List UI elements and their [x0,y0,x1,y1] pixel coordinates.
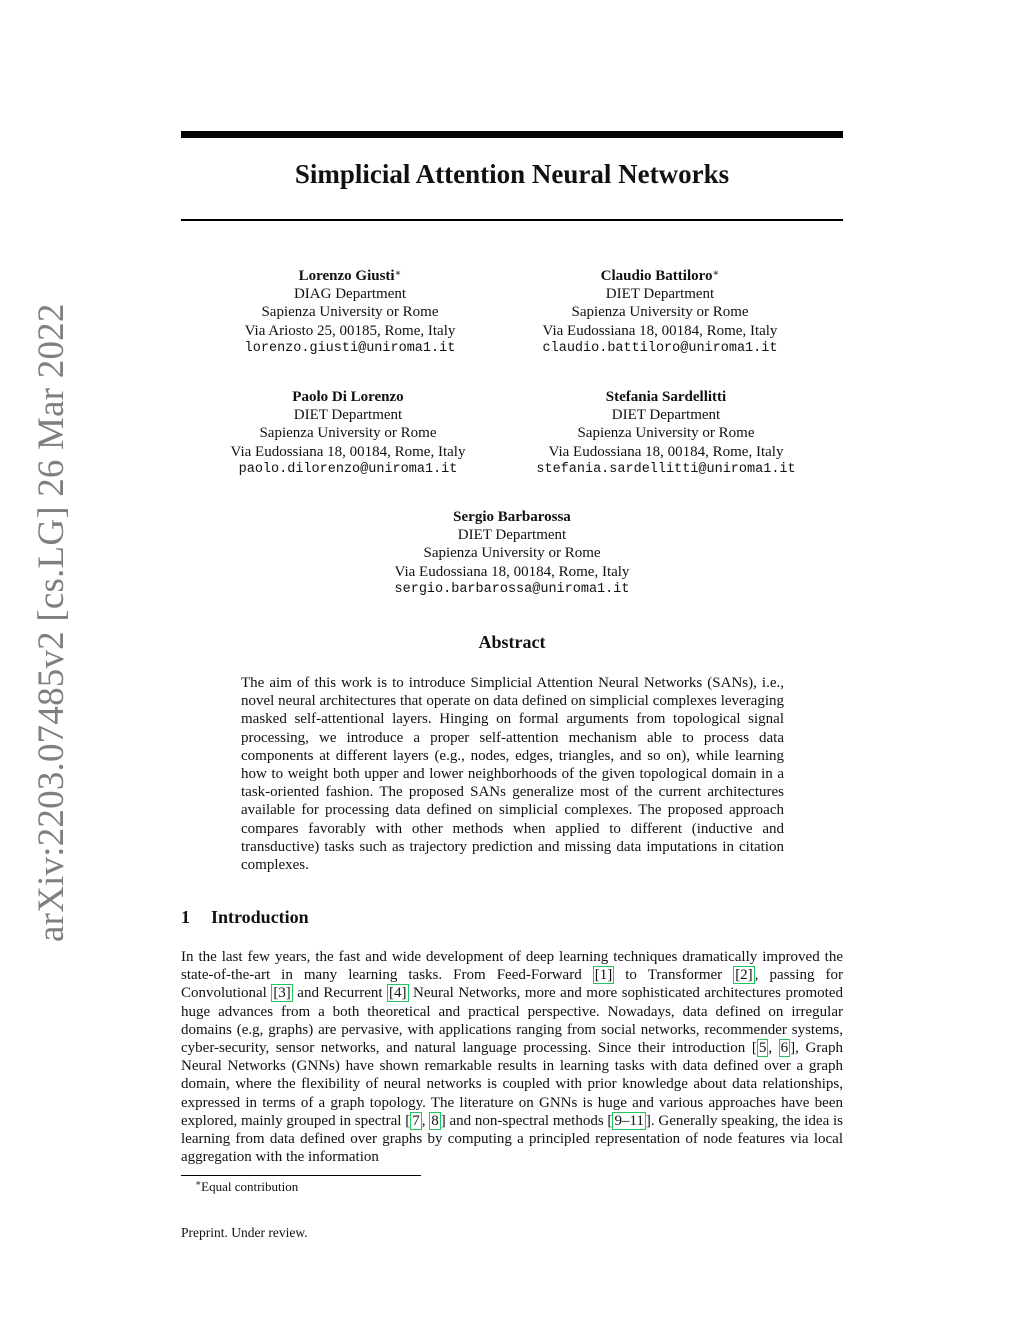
title-rule-top [181,131,843,138]
footnote-rule [181,1175,421,1176]
author-university: Sapienza University or Rome [259,425,437,442]
body-text: ], Graph Neural Networks (GNNs) have shown remarkable results in learning tasks with data defined over a graph domain, where the flexibility of neural networks is coupled with prior knowledge about data relationships, expressed in terms of a graph topology. The literature on GNNs is huge and various approaches have been explored, mainly grouped in spectral [ [181,1040,844,1129]
citation-link[interactable]: 6 [780,1040,789,1057]
introduction-paragraph [181,948,843,1166]
author-email[interactable]: sergio.barbarossa@uniroma1.it [394,581,630,597]
body-text: and Recurrent [292,985,388,1002]
body-text: , passing for Convolutional [181,967,843,1002]
abstract-heading: Abstract [478,632,546,652]
author-email[interactable]: paolo.dilorenzo@uniroma1.it [238,461,458,477]
footnote [195,1179,298,1195]
author-university: Sapienza University or Rome [261,304,439,321]
author-name: Stefania Sardellitti [605,389,727,405]
section-heading-introduction [181,907,309,928]
author-name: Claudio Battiloro [600,268,713,284]
author-block-battiloro [543,267,778,358]
body-text: ] and non-spectral methods [ [440,1112,613,1129]
author-email[interactable]: lorenzo.giusti@uniroma1.it [244,340,456,356]
body-text: , [421,1112,430,1129]
citation-link[interactable]: 5 [758,1040,767,1057]
arxiv-identifier: arXiv:2203.07485v2 [cs.LG] 26 Mar 2022 [31,303,72,942]
abstract-text: The aim of this work is to introduce Simplicial Attention Neural Networks (SANs), i.e., novel neural architectures that operate on data defined on simplicial complexes leveraging masked self-attentional layers. Hinging on formal arguments from topological signal processing, we introduce a proper self-attention mechanism able to process data components at different layers (e.g., nodes, edges, triangles, and so on), while learning how to weight both upper and lower neighborhoods of the given topological domain in a task-oriented fashion. The proposed SANs generalize most of the current architectures available for processing data defined on simplicial complexes. The proposed approach compares favorably with other methods when applied to different (inductive and transductive) tasks such as trajectory prediction and missing data imputations in citation complexes. [241,675,784,874]
author-address: Via Eudossiana 18, 00184, Rome, Italy [230,443,466,460]
citation-link[interactable]: [2] [735,967,753,984]
footnote-text: Equal contribution [201,1179,299,1194]
section-title: Introduction [211,907,309,927]
citation-link[interactable]: 7 [412,1112,420,1129]
author-address: Via Eudossiana 18, 00184, Rome, Italy [548,443,784,460]
paper-title: Simplicial Attention Neural Networks [294,159,730,189]
citation-link[interactable]: 8 [431,1112,439,1129]
author-department: DIAG Department [293,286,407,303]
body-text: In the last few years, the fast and wide development of deep learning techniques dramatically improved the state-of-the-art in many learning tasks. From Feed-Forward [181,949,843,984]
citation-link[interactable]: [1] [594,967,613,984]
author-address: Via Eudossiana 18, 00184, Rome, Italy [542,322,778,339]
author-email[interactable]: claudio.battiloro@uniroma1.it [542,340,778,356]
author-university: Sapienza University or Rome [577,425,755,442]
preprint-note: Preprint. Under review. [181,1225,308,1240]
author-address: Via Eudossiana 18, 00184, Rome, Italy [394,563,630,580]
body-text: , [768,1040,779,1057]
author-name: Lorenzo Giusti [298,268,395,284]
body-text: Neural Networks, more and more sophisticated architectures promoted huge advances from a both theoretical and practical perspective. Nowadays, data defined on irregular domains (e.g, graphs) are pervasive, with applications ranging from social networks, recommender systems, cyber-security, sensor networks, and natural language processing. Since their introduction [ [181,985,843,1057]
author-department: DIET Department [611,407,721,424]
citation-link[interactable]: 9–11 [614,1112,644,1129]
author-block-barbarossa [395,508,630,599]
section-number: 1 [181,907,190,927]
title-rule-bottom [181,219,843,221]
author-block-giusti [245,267,456,358]
author-block-sardellitti [536,388,795,479]
citation-link[interactable]: [4] [389,985,407,1002]
author-address: Via Ariosto 25, 00185, Rome, Italy [244,322,456,339]
body-text: ]. Generally speaking, the idea is learning from data defined over graphs by computing a principled representation of node features via local aggregation with the information [181,1112,844,1166]
author-block-di-lorenzo [231,388,466,479]
author-email[interactable]: stefania.sardellitti@uniroma1.it [536,461,796,477]
equal-contribution-mark: ∗ [712,268,720,279]
equal-contribution-mark: ∗ [394,268,402,279]
author-department: DIET Department [457,527,567,544]
author-name: Paolo Di Lorenzo [292,389,404,405]
citation-link[interactable]: [3] [273,985,291,1002]
author-department: DIET Department [605,286,715,303]
body-text: to Transformer [614,967,734,984]
author-university: Sapienza University or Rome [423,545,601,562]
author-university: Sapienza University or Rome [571,304,749,321]
footnote-mark: ∗ [195,1178,202,1188]
author-name: Sergio Barbarossa [453,509,571,525]
author-department: DIET Department [293,407,403,424]
